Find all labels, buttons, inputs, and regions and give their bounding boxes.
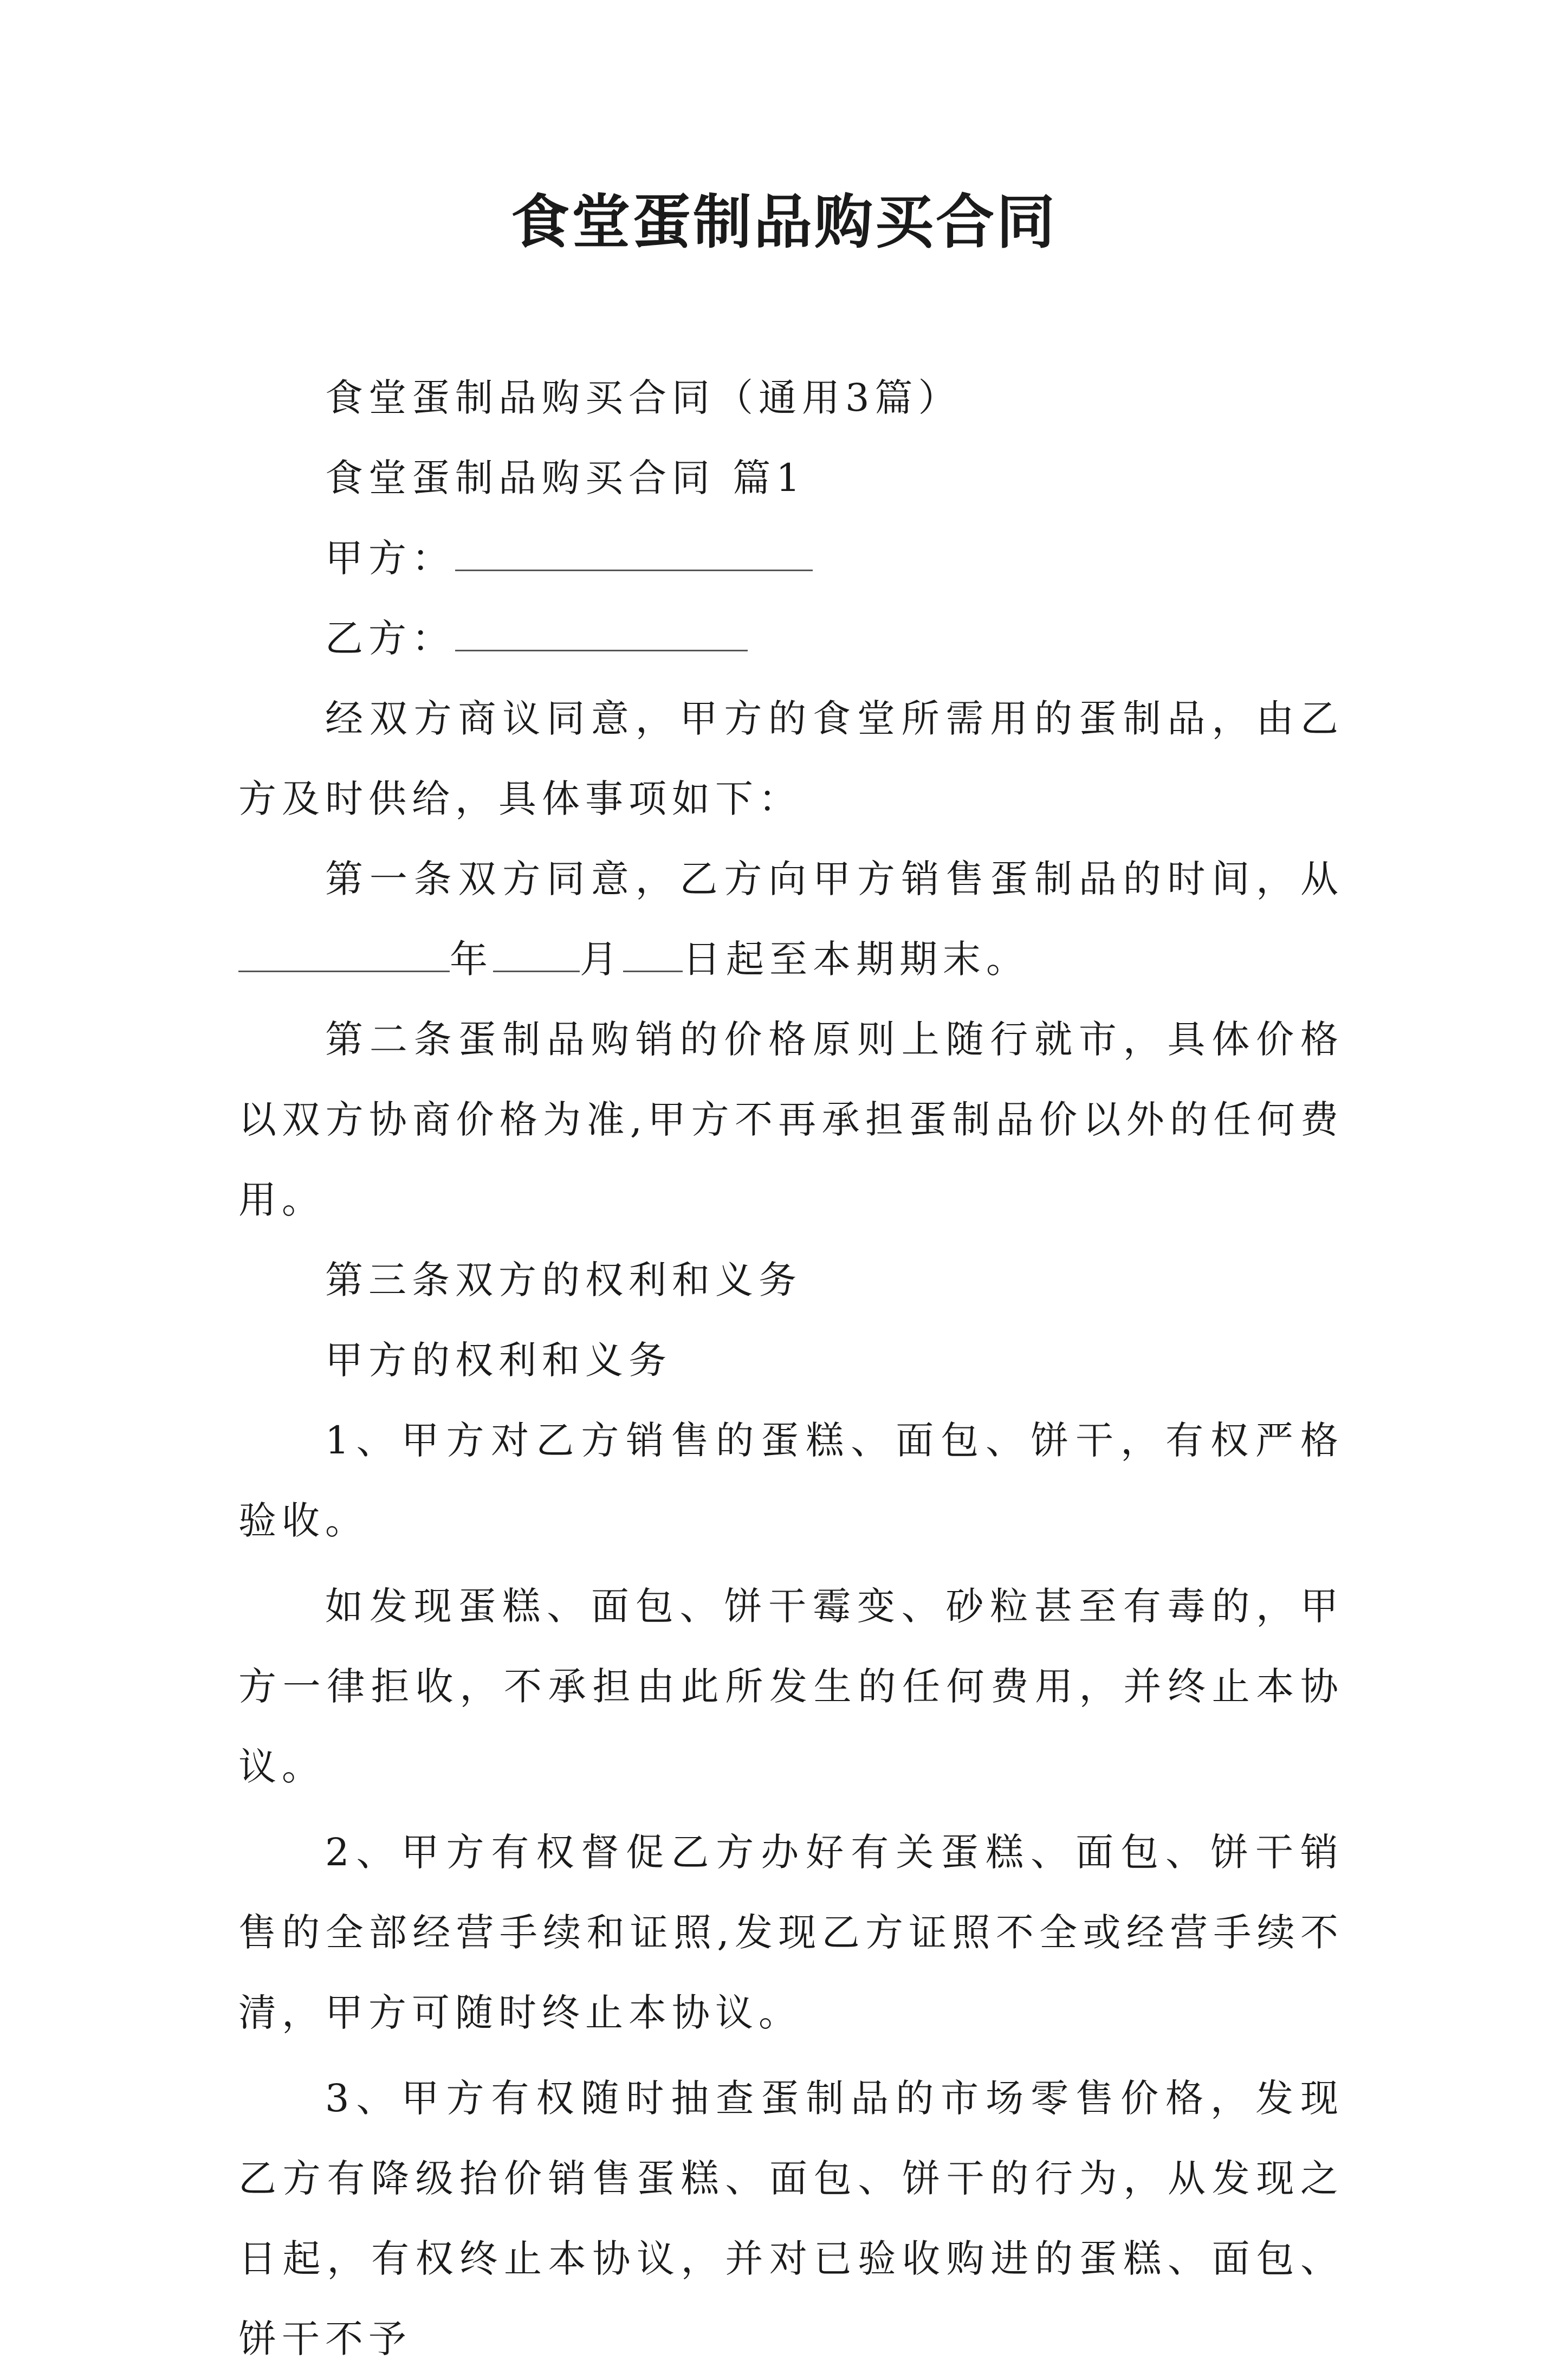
party-a-line [238, 518, 1344, 598]
year-blank [238, 938, 450, 972]
party-b-blank [455, 617, 748, 651]
party-a-blank [455, 537, 813, 571]
party-b-label: 乙方： [325, 616, 455, 661]
item-1-detail: 如发现蛋糕、面包、饼干霉变、砂粒甚至有毒的，甲方一律拒收，不承担由此所发生的任何费用，并终止本协议。 [238, 1584, 1344, 1789]
article-1 [238, 839, 1344, 999]
article-1-text: 第一条双方同意，乙方向甲方销售蛋制品的时间，从 [325, 857, 1344, 901]
item-1: 1、甲方对乙方销售的蛋糕、面包、饼干，有权严格验收。 [238, 1418, 1344, 1543]
article-3: 第三条双方的权利和义务 [325, 1258, 802, 1302]
day-blank [623, 938, 683, 972]
party-a-rights-heading: 甲方的权利和义务 [325, 1338, 672, 1382]
month-label: 月 [580, 937, 623, 981]
document-subtitle: 食堂蛋制品购买合同（通用3篇） [325, 376, 962, 420]
year-label: 年 [450, 937, 493, 981]
party-a-label: 甲方： [325, 536, 455, 580]
article-2: 第二条蛋制品购销的价格原则上随行就市，具体价格以双方协商价格为准,甲方不再承担蛋制品价以外的任何费用。 [238, 1017, 1344, 1222]
item-3: 3、甲方有权随时抽查蛋制品的市场零售价格，发现乙方有降级抬价销售蛋糕、面包、饼干的行为，从发现之日起，有权终止本协议，并对已验收购进的蛋糕、面包、饼干不予 [238, 2076, 1344, 2361]
article-1-tail: 日起至本期期末。 [683, 937, 1029, 981]
document-body [238, 358, 1344, 2379]
section-heading: 食堂蛋制品购买合同 篇1 [325, 456, 806, 500]
intro-paragraph: 经双方商议同意，甲方的食堂所需用的蛋制品，由乙方及时供给，具体事项如下： [238, 696, 1344, 821]
party-b-line [238, 598, 1344, 678]
item-2: 2、甲方有权督促乙方办好有关蛋糕、面包、饼干销售的全部经营手续和证照,发现乙方证照不全或经营手续不清，甲方可随时终止本协议。 [238, 1830, 1344, 2035]
document-title: 食堂蛋制品购买合同 [510, 188, 1057, 256]
month-blank [493, 938, 580, 972]
